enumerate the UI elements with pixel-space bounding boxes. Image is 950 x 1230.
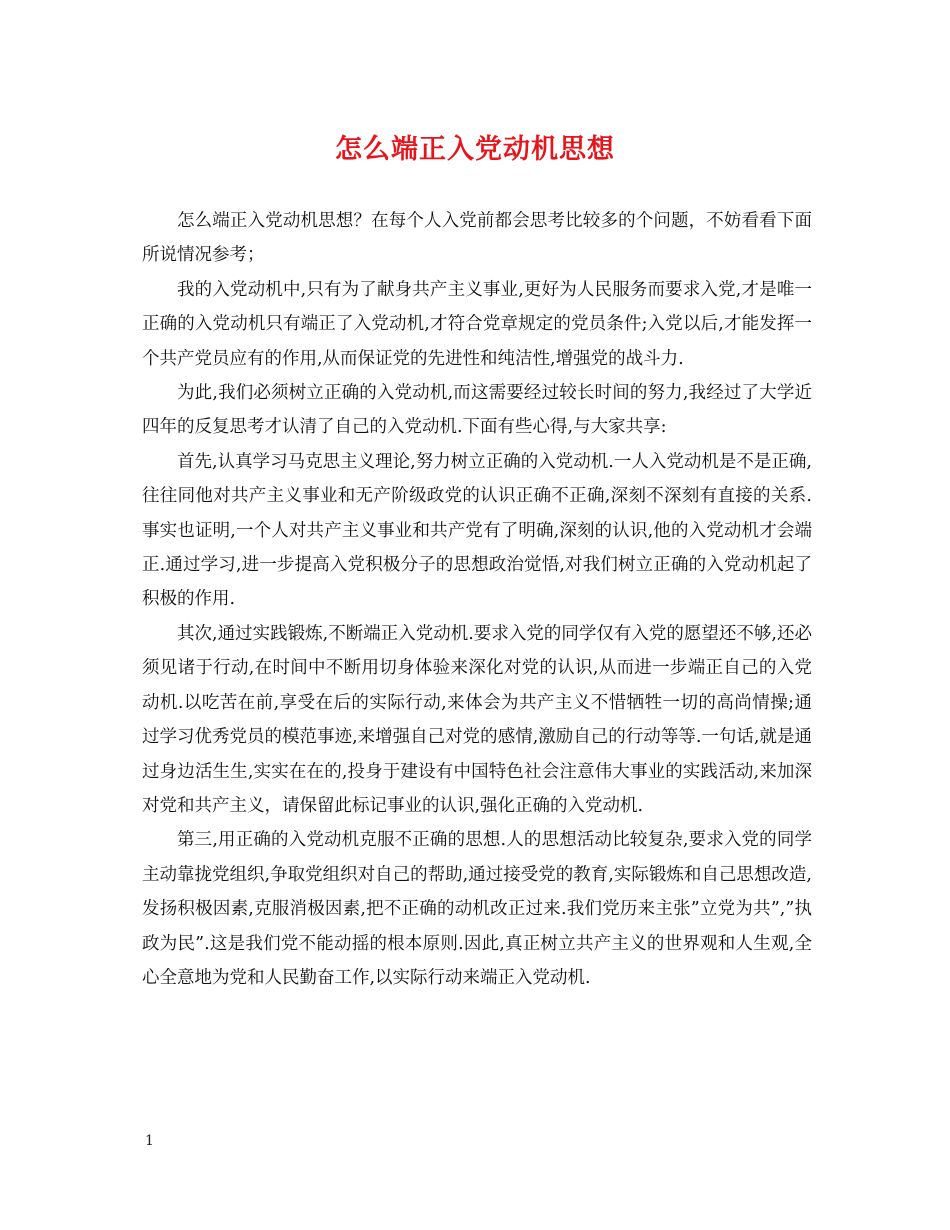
paragraph-third: 第三,用正确的入党动机克服不正确的思想.人的思想活动比较复杂,要求入党的同学主动靠拢党组织,争取党组织对自己的帮助,通过接受党的教育,实际锻炼和自己思想改造,发扬积极因素,克服消极因素,把不正确的动机改正过来.我们党历来主张”立党为共”,”执政为民”.这是我们党不能动摇的根本原则.因此,真正树立共产主义的世界观和人生观,全心全意地为党和人民勤奋工作,以实际行动来端正入党动机.	[142, 830, 812, 988]
page-number: 1	[145, 1133, 154, 1149]
paragraph-sharing: 为此,我们必须树立正确的入党动机,而这需要经过较长时间的努力,我经过了大学近四年的反复思考才认清了自己的入党动机.下面有些心得,与大家共享:	[142, 383, 812, 438]
paragraph-first: 首先,认真学习马克思主义理论,努力树立正确的入党动机.一人入党动机是不是正确,往往同他对共产主义事业和无产阶级政党的认识正确不正确,深刻不深刻有直接的关系.事实也证明,一个人对共产主义事业和共产党有了明确,深刻的认识,他的入党动机才会端正.通过学习,进一步提高入党积极分子的思想政治觉悟,对我们树立正确的入党动机起了积极的作用.	[142, 451, 812, 610]
paragraph-intro: 怎么端正入党动机思想？在每个人入党前都会思考比较多的个问题，不妨看看下面所说情况参考；	[142, 211, 812, 266]
paragraph-second: 其次,通过实践锻炼,不断端正入党动机.要求入党的同学仅有入党的愿望还不够,还必须见诸于行动,在时间中不断用切身体验来深化对党的认识,从而进一步端正自己的入党动机.以吃苦在前,享受在后的实际行动,来体会为共产主义不惜牺牲一切的高尚情操;通过学习优秀党员的模范事迹,来增强自己对党的感情,激励自己的行动等等.一句话,就是通过身边活生生,实实在在的,投身于建设有中国特色社会注意伟大事业的实践活动,来加深对党和共产主义，请保留此标记事业的认识,强化正确的入党动机.	[142, 623, 812, 816]
paragraph-motivation: 我的入党动机中,只有为了献身共产主义事业,更好为人民服务而要求入党,才是唯一正确的入党动机只有端正了入党动机,才符合党章规定的党员条件;入党以后,才能发挥一个共产党员应有的作用,从而保证党的先进性和纯洁性,增强党的战斗力.	[142, 279, 812, 369]
document-title: 怎么端正入党动机思想	[335, 134, 615, 165]
document-body	[142, 204, 812, 995]
